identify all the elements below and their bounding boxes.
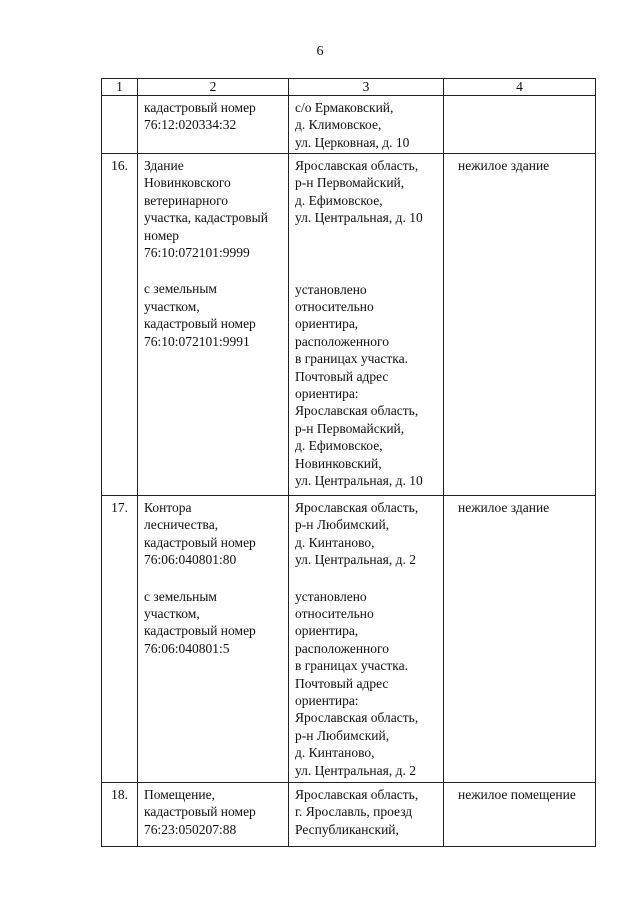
table-row xyxy=(102,154,596,496)
address-cell xyxy=(289,154,444,496)
object-cell xyxy=(138,154,289,496)
object-cell xyxy=(138,496,289,783)
page-number: 6 xyxy=(316,44,324,59)
header-cell: 2 xyxy=(138,79,289,96)
object-cell xyxy=(138,783,289,847)
land-plot-address: установлено относительно ориентира, расположенного в границах участка. Почтовый адрес ориентира: Ярославская область, р-н Любимский, д. Кинтаново, ул. Центральная, д. 2 xyxy=(295,588,419,778)
address-cell xyxy=(289,496,444,783)
header-cell: 3 xyxy=(289,79,444,96)
header-cell: 4 xyxy=(444,79,596,96)
type-cell xyxy=(444,154,596,496)
land-plot-text: с земельным участком, кадастровый номер 76:10:072101:9991 xyxy=(144,281,256,349)
address-text: с/о Ермаковский, д. Климовское, ул. Церковная, д. 10 xyxy=(295,100,410,150)
land-plot-text: с земельным участком, кадастровый номер 76:06:040801:5 xyxy=(144,588,256,656)
type-cell xyxy=(444,96,596,154)
type-text: нежилое помещение xyxy=(458,787,576,802)
object-text: Контора лесничества, кадастровый номер 76:06:040801:80 xyxy=(144,500,256,568)
object-text: Помещение, кадастровый номер 76:23:050207:88 xyxy=(144,787,256,837)
object-text: кадастровый номер 76:12:020334:32 xyxy=(144,100,256,133)
address-text: Ярославская область, р-н Первомайский, д. Ефимовское, ул. Центральная, д. 10 xyxy=(295,158,423,226)
type-cell xyxy=(444,783,596,847)
row-number: 16. xyxy=(102,154,138,496)
address-cell xyxy=(289,96,444,154)
row-number xyxy=(102,96,138,154)
property-table xyxy=(101,78,596,847)
address-text: Ярославская область, р-н Любимский, д. Кинтаново, ул. Центральная, д. 2 xyxy=(295,500,419,568)
type-text: нежилое здание xyxy=(458,500,550,515)
table-row xyxy=(102,783,596,847)
object-cell xyxy=(138,96,289,154)
table-header-row xyxy=(102,79,596,96)
land-plot-address: установлено относительно ориентира, расположенного в границах участка. Почтовый адрес ориентира: Ярославская область, р-н Первомайский, д. Ефимовское, Новинковский, ул. Центральная, д. 10 xyxy=(295,281,423,489)
address-text: Ярославская область, г. Ярославль, проезд Республиканский, xyxy=(295,787,419,837)
table-row xyxy=(102,496,596,783)
object-text: Здание Новинковского ветеринарного участка, кадастровый номер 76:10:072101:9999 xyxy=(144,158,268,261)
type-cell xyxy=(444,496,596,783)
row-number: 17. xyxy=(102,496,138,783)
table-row xyxy=(102,96,596,154)
type-text: нежилое здание xyxy=(458,158,550,173)
address-cell xyxy=(289,783,444,847)
row-number: 18. xyxy=(102,783,138,847)
header-cell: 1 xyxy=(102,79,138,96)
